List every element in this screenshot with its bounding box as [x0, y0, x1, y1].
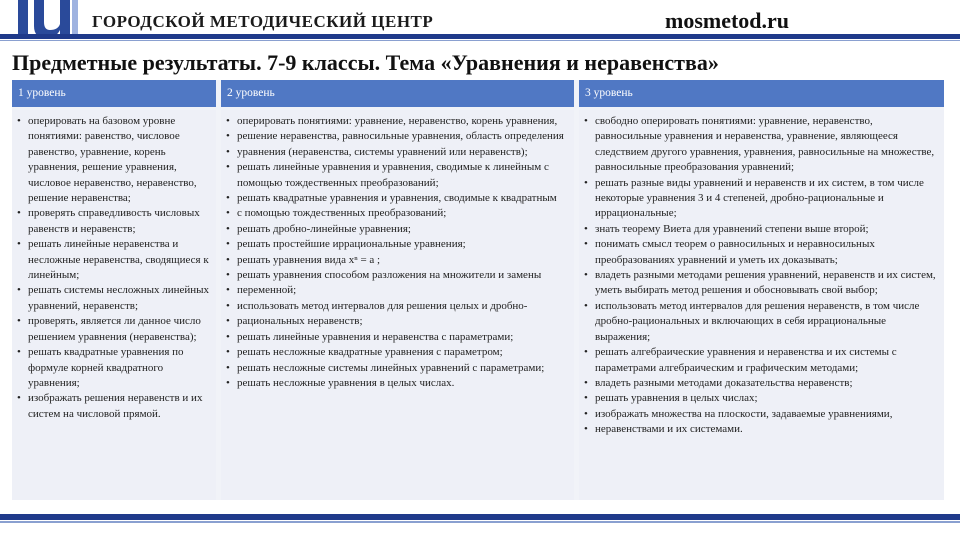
list-item: • решать системы несложных линейных уравнений, неравенств;	[14, 283, 212, 314]
column-body-level-3	[579, 110, 944, 500]
column-body-level-2	[221, 110, 574, 500]
list-item: • решать линейные неравенства и несложные неравенства, сводящиеся к линейным;	[14, 237, 212, 283]
list-item: • использовать метод интервалов для решения неравенств, в том числе дробно-рациональных и включающих в себя иррациональные выражения;	[581, 299, 940, 345]
list-item: • решать линейные уравнения и уравнения, сводимые к линейным с помощью тождественных преобразований;	[223, 160, 570, 191]
header-divider	[0, 34, 960, 39]
list-item: • решать уравнения в целых числах;	[581, 391, 940, 406]
list-item: • решать квадратные уравнения и уравнения, сводимые к квадратным	[223, 191, 570, 206]
list-item: • владеть разными методами решения уравнений, неравенств и их систем, уметь выбирать метод решения и обосновывать свой выбор;	[581, 268, 940, 299]
list-item: • использовать метод интервалов для решения целых и дробно-	[223, 299, 570, 314]
level-1-list	[14, 114, 212, 422]
list-item: • изображать решения неравенств и их систем на числовой прямой.	[14, 391, 212, 422]
list-item: • знать теорему Виета для уравнений степени выше второй;	[581, 222, 940, 237]
list-item: • проверять справедливость числовых равенств и неравенств;	[14, 206, 212, 237]
footer-divider-thin	[0, 521, 960, 523]
list-item: • владеть разными методами доказательства неравенств;	[581, 376, 940, 391]
list-item: • решать алгебраические уравнения и неравенства и их системы с параметрами алгебраическим и графическим методами;	[581, 345, 940, 376]
list-item: • понимать смысл теорем о равносильных и неравносильных преобразованиях уравнений и уметь их доказывать;	[581, 237, 940, 268]
header	[0, 0, 960, 42]
site-url[interactable]: mosmetod.ru	[665, 8, 790, 33]
list-item: • проверять, является ли данное число решением уравнения (неравенства);	[14, 314, 212, 345]
levels-table	[12, 80, 944, 500]
list-item: • переменной;	[223, 283, 570, 298]
header-divider-thin	[0, 40, 960, 41]
list-item: • с помощью тождественных преобразований;	[223, 206, 570, 221]
list-item: • решать уравнения вида xⁿ = a ;	[223, 253, 570, 268]
column-heading-level-3: 3 уровень	[579, 80, 944, 107]
list-item: • неравенствами и их системами.	[581, 422, 940, 437]
footer-band	[0, 500, 960, 514]
list-item: • оперировать на базовом уровне понятиями: равенство, числовое равенство, уравнение, корень уравнения, решение уравнения, числовое неравенство, неравенство, решение неравенства;	[14, 114, 212, 206]
list-item: • решать простейшие иррациональные уравнения;	[223, 237, 570, 252]
list-item: • решать линейные уравнения и неравенства с параметрами;	[223, 330, 570, 345]
list-item: • решать квадратные уравнения по формуле корней квадратного уравнения;	[14, 345, 212, 391]
list-item: • уравнения (неравенства, системы уравнений или неравенств);	[223, 145, 570, 160]
org-name: ГОРОДСКОЙ МЕТОДИЧЕСКИЙ ЦЕНТР	[92, 12, 434, 31]
list-item: • решать несложные уравнения в целых числах.	[223, 376, 570, 391]
footer-divider	[0, 514, 960, 520]
list-item: • решать разные виды уравнений и неравенств и их систем, в том числе некоторые уравнения 3 и 4 степеней, дробно-рациональные и иррациональные;	[581, 176, 940, 222]
column-heading-level-1: 1 уровень	[12, 80, 216, 107]
page-title: Предметные результаты. 7-9 классы. Тема «Уравнения и неравенства»	[12, 50, 719, 75]
list-item: • решать уравнения способом разложения на множители и замены	[223, 268, 570, 283]
list-item: • рациональных неравенств;	[223, 314, 570, 329]
list-item: • решать несложные квадратные уравнения с параметром;	[223, 345, 570, 360]
level-2-list	[223, 114, 570, 391]
level-3-list	[581, 114, 940, 438]
list-item: • изображать множества на плоскости, задаваемые уравнениями,	[581, 407, 940, 422]
list-item: • решение неравенства, равносильные уравнения, область определения	[223, 129, 570, 144]
list-item: • решать дробно-линейные уравнения;	[223, 222, 570, 237]
column-body-level-1	[12, 110, 216, 500]
list-item: • решать несложные системы линейных уравнений с параметрами;	[223, 361, 570, 376]
list-item: • свободно оперировать понятиями: уравнение, неравенство, равносильные уравнения и неравенства, уравнение, являющееся следствием другого уравнения, уравнения, равносильные на множестве, равносильные преобразования уравнений;	[581, 114, 940, 176]
list-item: • оперировать понятиями: уравнение, неравенство, корень уравнения,	[223, 114, 570, 129]
column-heading-level-2: 2 уровень	[221, 80, 574, 107]
